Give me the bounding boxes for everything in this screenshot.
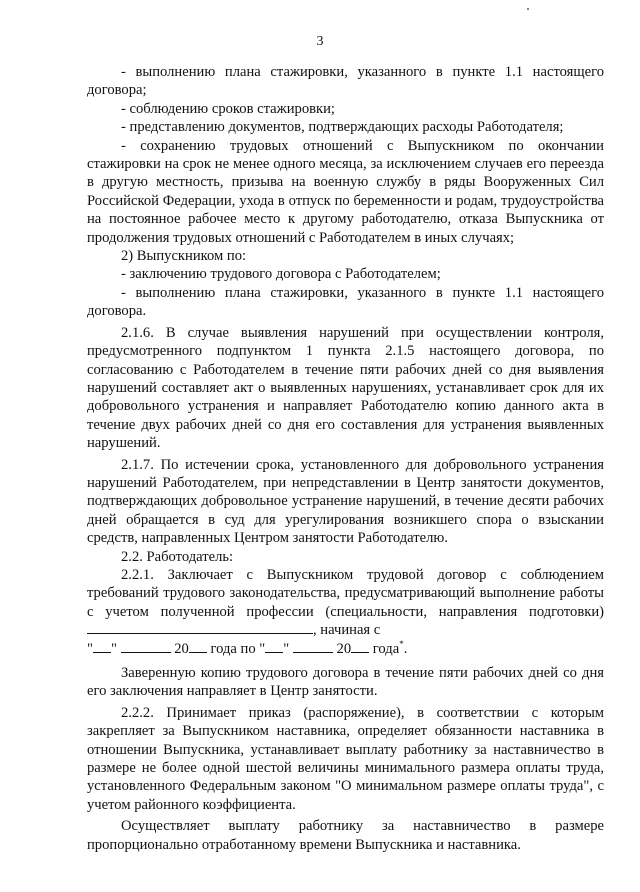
scan-speck [527,8,529,10]
list-item-contract: - заключению трудового договора с Работодателем; [121,266,441,283]
clause-2-2-heading: 2.2. Работодатель: [121,548,234,565]
list-item-plan-graduate: - выполнению плана стажировки, указанного в пункте 1.1 настоящего договора. [87,284,604,320]
profession-blank [87,621,313,634]
clause-2-2-1-copy: Заверенную копию трудового договора в течение пяти рабочих дней со дня его заключения направляет в Центр занятости. [87,665,604,700]
list-item-employment: - сохранению трудовых отношений с Выпускником по окончании стажировки на срок не менее одного месяца, за исключением случаев его переезда в другую местность, призыва на военную службу в ряды Вооруженных Сил Российской Федерации, ухода в отпуск по беременности и родам, трудоустройства на постоянное рабочее место к другому работодателю, отказа Выпускника от продолжения трудовых отношений с Работодателем в иных случаях; [87,137,604,246]
clause-2-1-6: 2.1.6. В случае выявления нарушений при осуществлении контроля, предусмотренного подпунктом 1 пункта 2.1.5 настоящего договора, по согласованию с Работодателем в течение пяти рабочих дней со дня выявления нарушений составляет акт о выявленных нарушениях, устанавливает срок для их добровольного устранения и направляет Работодателю копию данного акта в течение двух рабочих дней со дня его составления для устранения выявленных нарушений. [87,324,604,452]
date-day-blank-2 [265,640,283,653]
footnote-marker: * [399,638,404,649]
clause-2-2-2: 2.2.2. Принимает приказ (распоряжение), в соответствии с которым закрепляет за Выпускником наставника, определяет обязанности наставника в отношении Выпускника, устанавливает выплату работнику за наставничество в размере не более одной шестой величины минимального размера оплаты труда, установленного Федеральным законом "О минимальном размере оплаты труда", с учетом районного коэффициента. [87,704,604,813]
list-item-terms: - соблюдению сроков стажировки; [121,100,335,117]
page-number: 3 [316,34,324,49]
clause-2-1-7: 2.1.7. По истечении срока, установленного для добровольного устранения нарушений Работодателем, при непредставлении в Центр занятости документов, подтверждающих добровольное устранение нарушений, в течение десяти рабочих дней обращается в суд для урегулирования возникшего спора о взыскании средств, направленных Центром занятости Работодателю. [87,456,604,547]
graduate-subheading: 2) Выпускником по: [121,248,247,265]
date-day-blank [93,640,111,653]
date-year-blank-2 [351,640,369,653]
date-year-blank [189,640,207,653]
list-item-plan: - выполнению плана стажировки, указанного в пункте 1.1 настоящего договора; [87,64,604,99]
clause-2-2-1-dates: " " 20 года по " " 20 года*. [87,638,408,657]
clause-2-2-1 [87,566,604,640]
date-month-blank [121,640,171,653]
list-item-documents: - представлению документов, подтверждающих расходы Работодателя; [121,119,564,136]
clause-2-2-1-text: 2.2.1. Заключает с Выпускником трудовой договор с соблюдением требований трудового законодательства, предусматривающий выполнение работы с учетом полученной профессии (специальности, направления подготовки) [87,566,604,620]
date-month-blank-2 [293,640,333,653]
document-body [87,63,604,854]
clause-2-2-1-start: , начиная с [313,622,381,639]
clause-2-2-2-payment: Осуществляет выплату работнику за наставничество в размере пропорционально отработанному времени Выпускника и наставника. [87,818,604,853]
